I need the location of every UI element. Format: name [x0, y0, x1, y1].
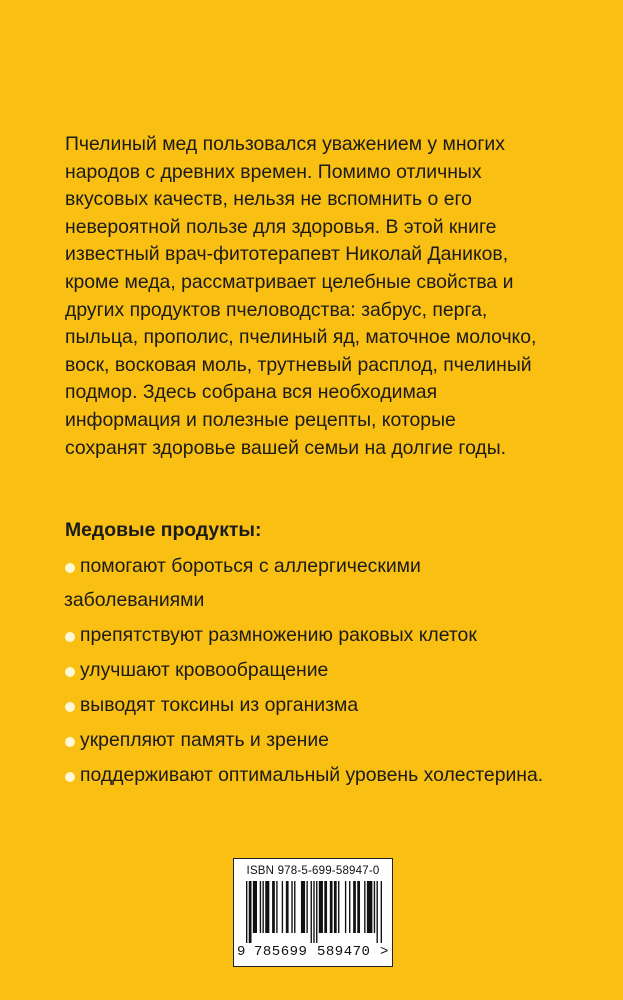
barcode-right-group: 589470 [317, 944, 371, 960]
isbn-label: ISBN 978-5-699-58947-0 [246, 865, 380, 877]
benefit-item [64, 692, 584, 719]
bullet-icon [65, 667, 75, 677]
barcode-bars [246, 881, 382, 943]
barcode-bar [324, 881, 327, 933]
barcode-bar [316, 881, 317, 943]
benefits-heading: Медовые продукты: [65, 519, 262, 541]
barcode-bar [262, 881, 263, 933]
barcode-bar [306, 881, 307, 933]
barcode-bar [381, 881, 382, 943]
barcode-bar [374, 881, 375, 933]
barcode-bar [265, 881, 269, 933]
benefit-item [64, 553, 584, 614]
barcode-quiet-mark: > [380, 944, 389, 960]
isbn-barcode [233, 858, 393, 967]
barcode-bar [338, 881, 339, 933]
description-line: информация и полезные рецепты, которые [65, 408, 456, 431]
description-line: Пчелиный мед пользовался уважением у многих [65, 133, 505, 155]
barcode-left-group: 785699 [254, 944, 308, 960]
barcode-bar [249, 881, 252, 943]
bullet-icon [65, 632, 75, 642]
barcode-bar [330, 881, 333, 933]
description-line: других продуктов пчеловодства: забрус, перга, [65, 298, 488, 321]
barcode-bar [260, 881, 261, 933]
benefit-text-continuation: заболеваниями [64, 589, 205, 611]
description-line: пыльца, прополис, пчелиный яд, маточное молочко, [65, 326, 537, 349]
barcode-bar [357, 881, 360, 933]
benefit-item [64, 657, 584, 684]
description-line: сохранят здоровье вашей семьи на долгие годы. [65, 436, 507, 459]
description-line: вкусовых качеств, нельзя не вспомнить о его [65, 188, 472, 211]
description-line: невероятной пользе для здоровья. В этой книге [65, 215, 497, 238]
benefit-text: препятствуют размножению раковых клеток [80, 624, 477, 646]
book-description [65, 131, 560, 462]
barcode-bar [349, 881, 350, 933]
description-line: известный врач-фитотерапевт Николай Даников, [65, 243, 509, 266]
bullet-icon [65, 563, 75, 573]
barcode-bar [313, 881, 314, 943]
description-line: народов с древних времен. Помимо отличных [65, 160, 482, 183]
barcode-bar [319, 881, 323, 933]
barcode-bar [345, 881, 346, 933]
barcode-bar [253, 881, 257, 933]
barcode-bar [334, 881, 337, 933]
barcode-bar [246, 881, 247, 943]
bullet-icon [65, 772, 75, 782]
benefit-item [64, 622, 584, 649]
barcode-bar [311, 881, 312, 943]
barcode-bar [377, 881, 378, 943]
barcode-bar [286, 881, 289, 933]
barcode-bar [353, 881, 356, 933]
description-line: воск, восковая моль, трутневый расплод, пчелиный [65, 353, 532, 376]
benefit-text: помогают бороться с аллергическими [80, 555, 421, 577]
barcode-bar [364, 881, 365, 933]
barcode-bar [367, 881, 372, 933]
benefit-item [64, 762, 584, 789]
description-line: кроме меда, рассматривает целебные свойства и [65, 270, 514, 293]
barcode-bar [272, 881, 275, 933]
benefit-text: укрепляют память и зрение [80, 729, 329, 751]
barcode-bar [291, 881, 292, 933]
barcode-digits [234, 944, 392, 960]
benefit-item [64, 727, 584, 754]
benefit-text: улучшают кровообращение [80, 659, 329, 681]
bullet-icon [65, 702, 75, 712]
benefit-text: поддерживают оптимальный уровень холестерина. [80, 764, 544, 786]
barcode-bar [294, 881, 295, 933]
benefit-text: выводят токсины из организма [80, 694, 359, 716]
description-line: подмор. Здесь собрана вся необходимая [65, 381, 438, 404]
benefits-list [64, 553, 584, 797]
bullet-icon [65, 737, 75, 747]
barcode-bar [282, 881, 283, 933]
barcode-leading-digit: 9 [237, 944, 246, 960]
barcode-bar [301, 881, 305, 933]
barcode-bar [276, 881, 277, 933]
